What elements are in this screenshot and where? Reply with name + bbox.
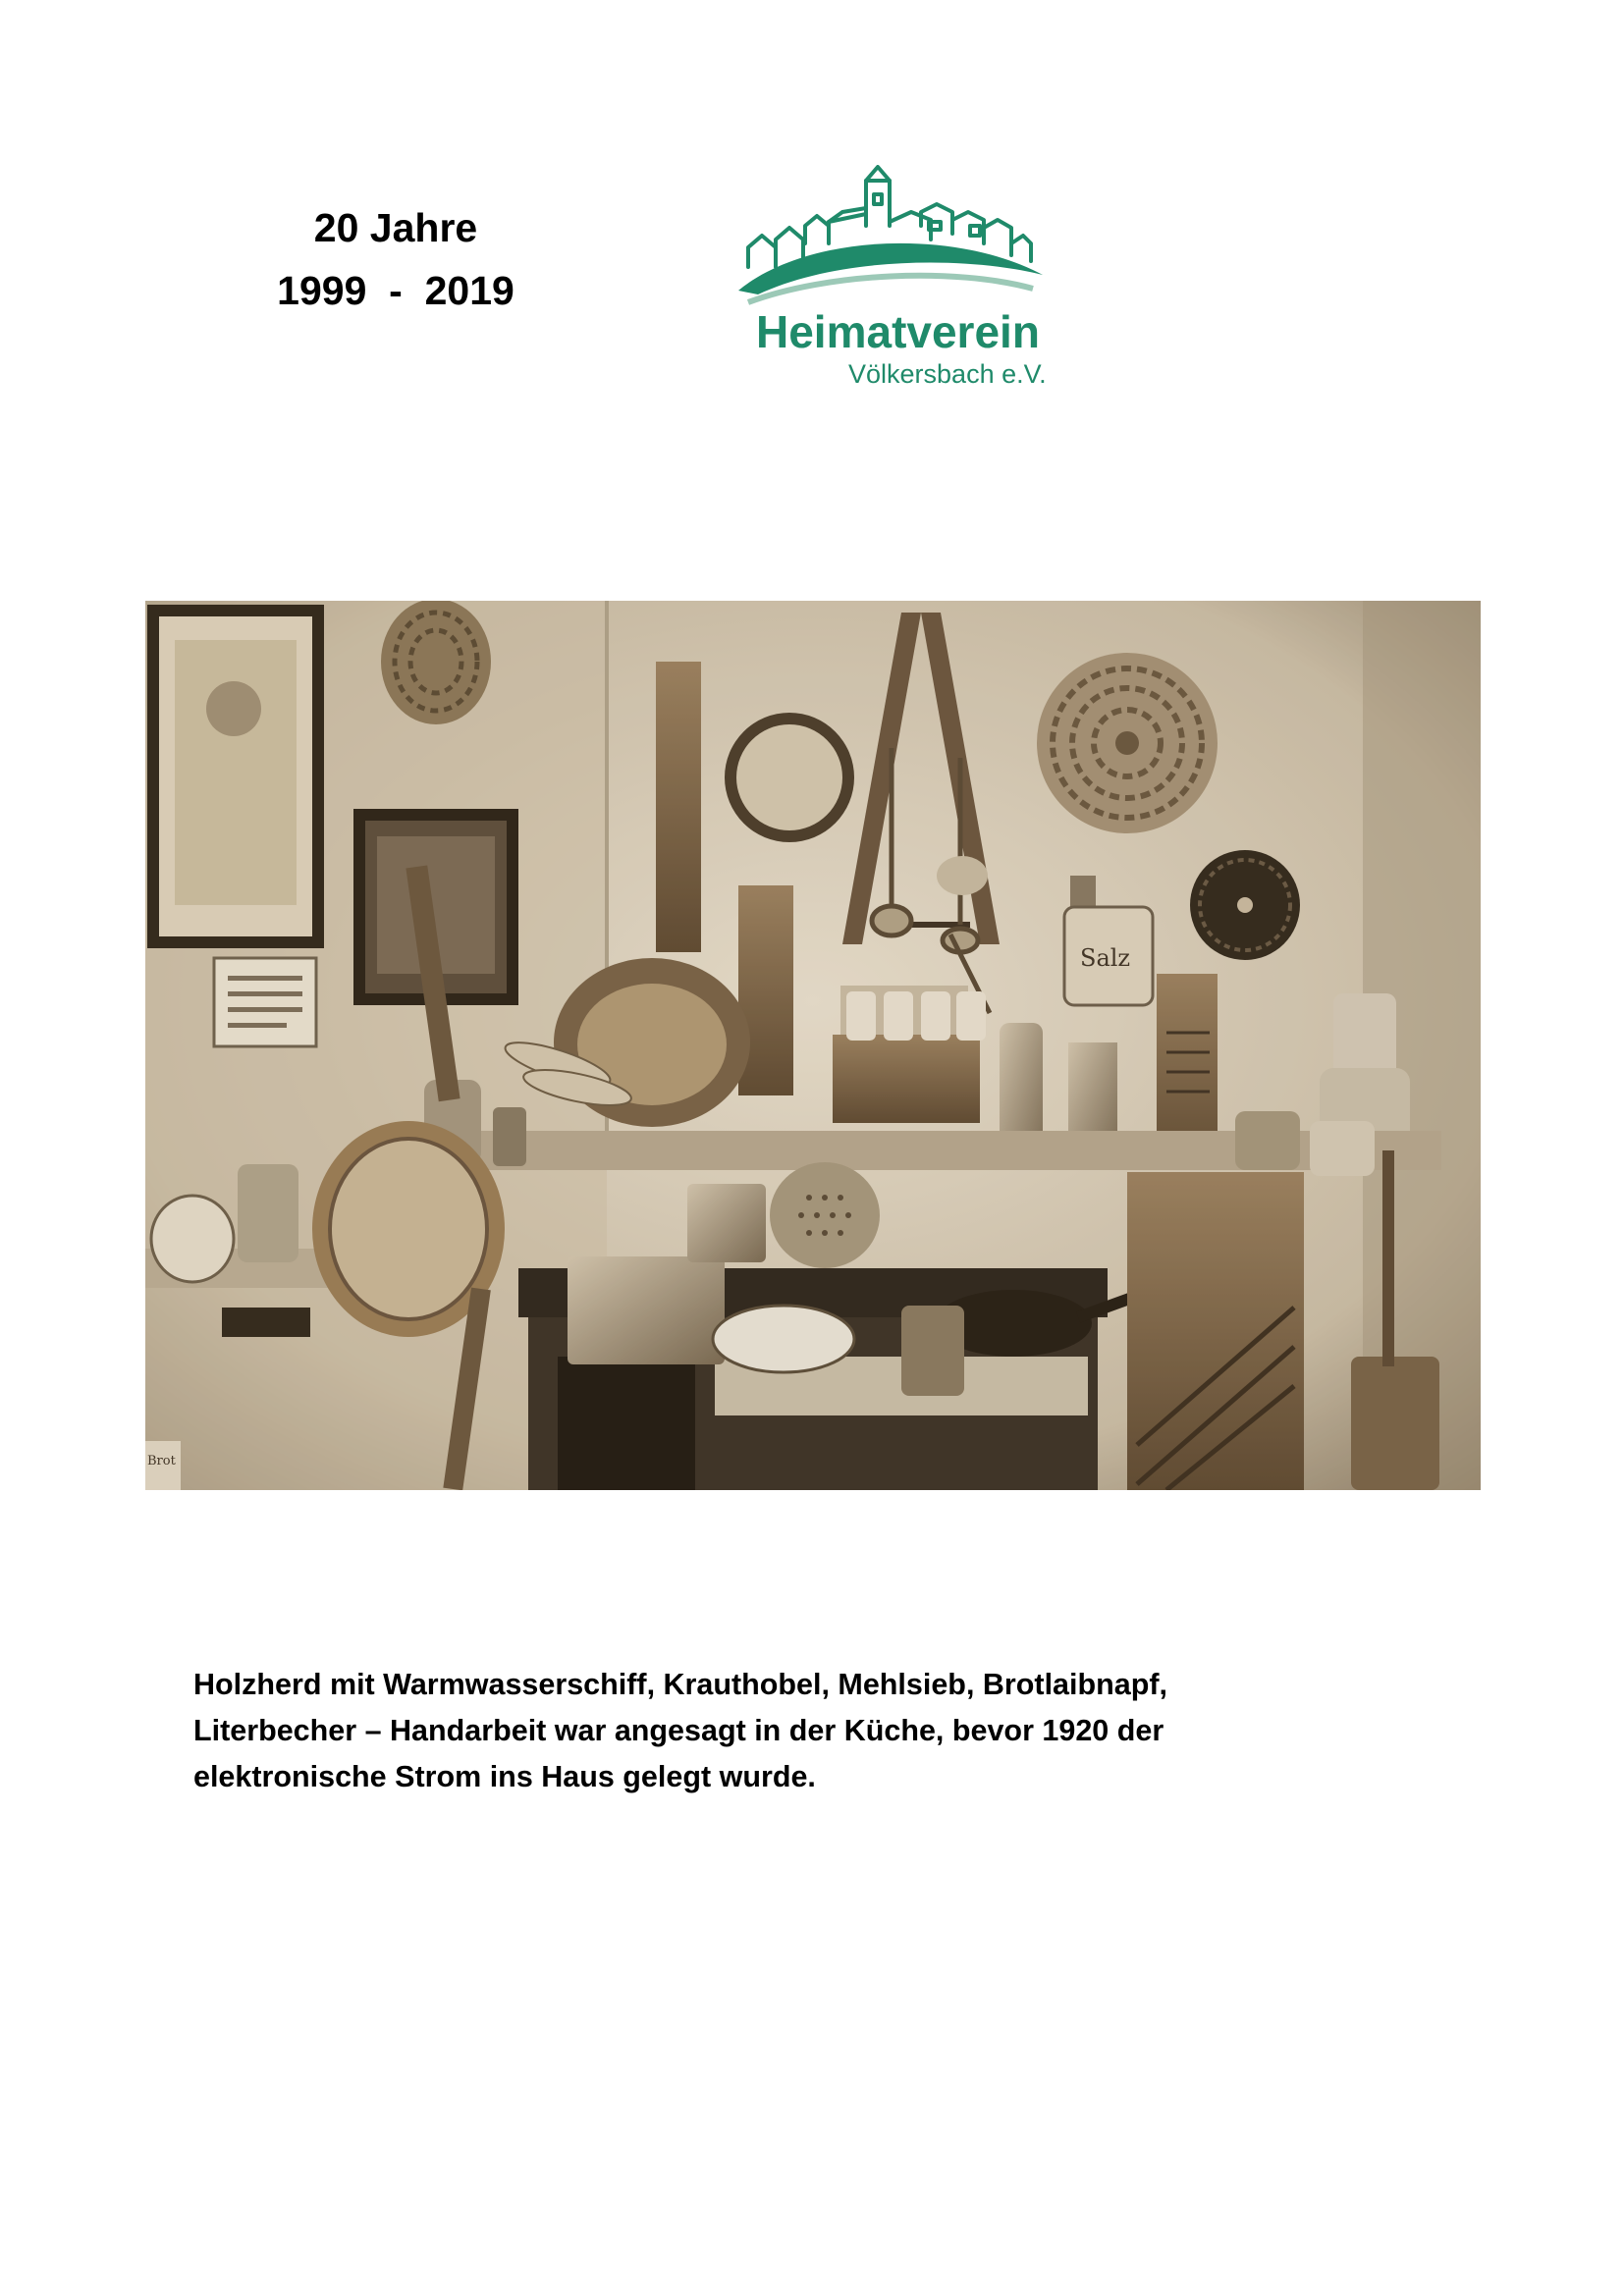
anniversary-heading	[234, 196, 558, 322]
caption-line-2: Literbecher – Handarbeit war angesagt in der Küche, bevor 1920 der	[193, 1714, 1164, 1747]
anniversary-years: 1999 - 2019	[277, 268, 514, 313]
small-label: Brot	[147, 1454, 176, 1468]
heimatverein-logo	[719, 165, 1064, 391]
anniversary-title: 20 Jahre	[313, 205, 478, 250]
logo-name: Heimatverein	[756, 306, 1040, 357]
kitchen-photo	[145, 601, 1481, 1490]
photo-caption	[193, 1662, 1372, 1800]
logo-subtitle: Völkersbach e.V.	[848, 359, 1047, 389]
caption-line-3: elektronische Strom ins Haus gelegt wurde.	[193, 1760, 816, 1793]
caption-line-1: Holzherd mit Warmwasserschiff, Krauthobel, Mehlsieb, Brotlaibnapf,	[193, 1668, 1167, 1701]
salt-label: Salz	[1080, 944, 1131, 972]
